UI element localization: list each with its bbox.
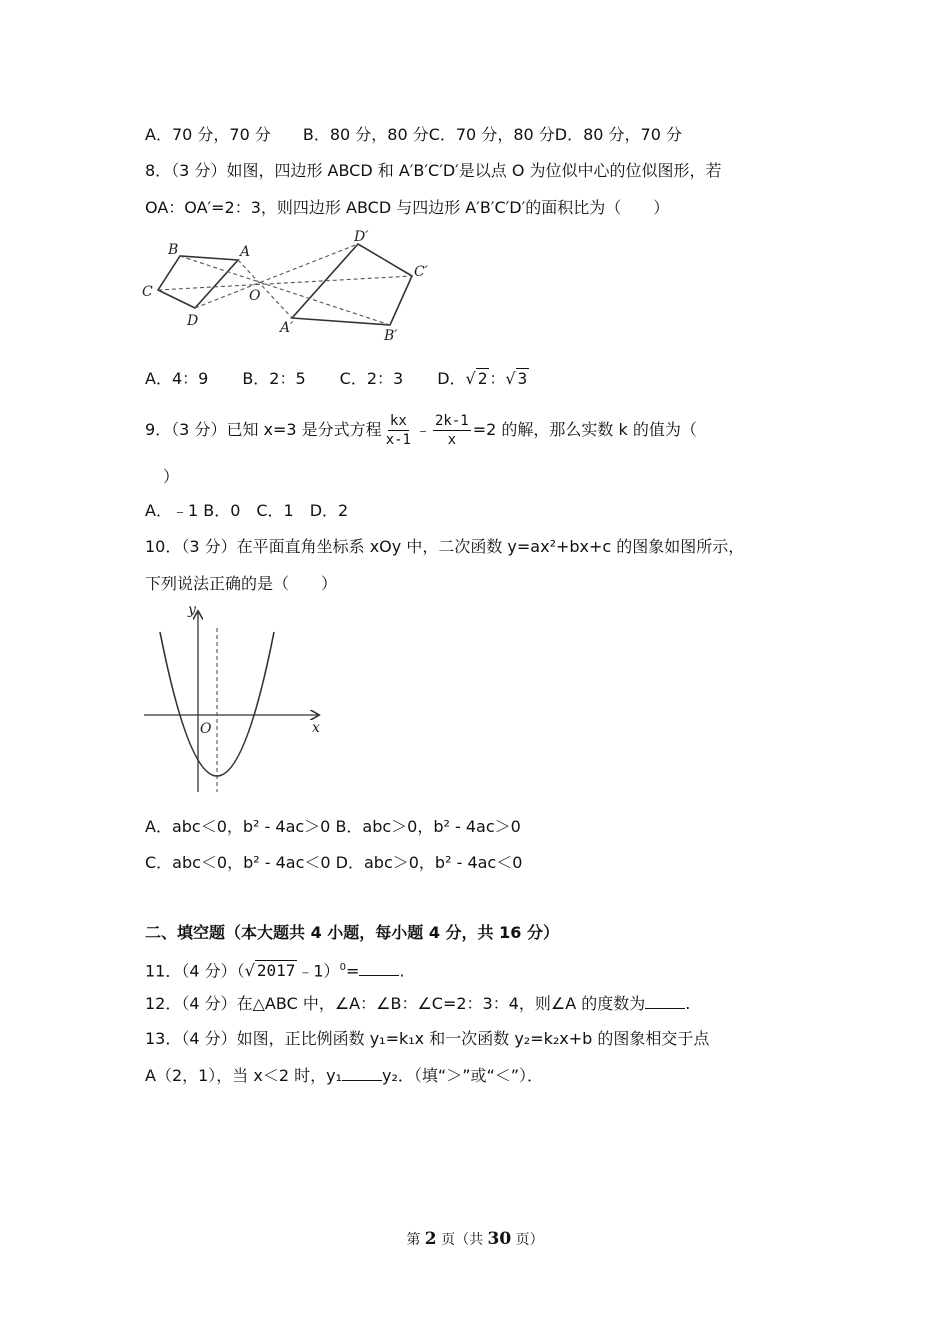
q11-mid: ﹣1） — [297, 961, 340, 981]
q11-suffix: = — [345, 961, 360, 981]
label-d-prime: D′ — [354, 229, 369, 245]
q12-end: . — [685, 994, 691, 1013]
q11-sqrt: √ 2017 — [244, 961, 296, 981]
q9-line1 — [145, 412, 697, 449]
q8-option-d-sep: ： — [489, 369, 506, 388]
label-c-prime: C′ — [414, 264, 428, 280]
q9-suffix: =2 的解，那么实数 k 的值为（ — [472, 420, 697, 439]
q8-options — [145, 367, 529, 391]
q10-line1: 10．（3 分）在平面直角坐标系 xOy 中，二次函数 y=ax²+bx+c 的图象如图所示， — [145, 537, 745, 556]
section2-title: 二、填空题（本大题共 4 小题，每小题 4 分，共 16 分） — [145, 923, 559, 942]
q8-option-d-prefix: D． — [437, 369, 466, 388]
q9-close: ） — [163, 467, 180, 486]
label-x: x — [312, 720, 320, 736]
q8-figure — [140, 228, 440, 346]
q9-fraction-2: $\frac{2k-1}{x}$ — [435, 413, 469, 448]
label-c: C — [142, 284, 153, 300]
q8-sqrt-2: √ 2 — [465, 369, 488, 388]
q8-option-c: C．2：3 — [339, 369, 404, 388]
footer-page-number: 2 — [424, 1229, 437, 1249]
quad-a2b2c2d2 — [292, 244, 412, 325]
q9-prefix: 9．（3 分）已知 x=3 是分式方程 — [145, 420, 382, 439]
q7-options: A．70 分，70 分 B．80 分，80 分C．70 分，80 分D．80 分，70 分 — [145, 125, 682, 144]
q11-prefix: 11．（4 分）（ — [145, 961, 245, 981]
q13-line2 — [145, 1064, 543, 1088]
label-a: A — [240, 244, 251, 260]
q13-line2b: y₂．（填“＞”或“＜”）． — [382, 1066, 544, 1085]
q11-end: . — [399, 961, 405, 981]
q12-text: 12．（4 分）在△ABC 中，∠A：∠B：∠C=2：3：4，则∠A 的度数为 — [145, 994, 646, 1013]
q10-options-cd: C．abc＜0，b² ‑ 4ac＜0 D．abc＞0，b² ‑ 4ac＜0 — [145, 853, 523, 872]
footer-total-pages: 30 — [487, 1229, 512, 1249]
q8-option-b: B．2：5 — [242, 369, 306, 388]
q11-exponent: 0 — [339, 962, 346, 973]
q8-line2: OA：OA′=2：3，则四边形 ABCD 与四边形 A′B′C′D′的面积比为（ ） — [145, 198, 670, 217]
q10-line2: 下列说法正确的是（ ） — [145, 574, 338, 593]
label-a-prime: A′ — [280, 320, 294, 336]
q13-line1: 13．（4 分）如图，正比例函数 y₁=k₁x 和一次函数 y₂=k₂x+b 的图象相交于点 — [145, 1029, 710, 1048]
q8-line1: 8．（3 分）如图，四边形 ABCD 和 A′B′C′D′是以点 O 为位似中心的位似图形，若 — [145, 161, 722, 180]
label-d: D — [187, 313, 199, 329]
dash-d-d2 — [195, 244, 358, 308]
dash-c-c2 — [158, 276, 412, 290]
label-y: y — [188, 602, 196, 618]
q10-figure — [140, 600, 330, 796]
q12-line — [145, 992, 690, 1016]
label-b: B — [168, 242, 179, 258]
label-origin: O — [200, 721, 212, 737]
q11-answer-blank[interactable] — [359, 959, 399, 976]
q9-options: A．﹣1 B．0 C．1 D．2 — [145, 501, 349, 520]
q10-options-ab: A．abc＜0，b² ‑ 4ac＞0 B．abc＞0，b² ‑ 4ac＞0 — [145, 817, 521, 836]
label-b-prime: B′ — [384, 328, 398, 344]
q8-option-a: A．4：9 — [145, 369, 209, 388]
page-footer — [0, 1229, 950, 1249]
q13-line2a: A（2，1），当 x＜2 时，y₁ — [145, 1066, 343, 1085]
q11-line — [145, 956, 404, 983]
q9-fraction-1: $\frac{kx}{x-1}$ — [385, 413, 411, 448]
q9-minus: ﹣ — [414, 420, 431, 439]
q8-sqrt-3: √ 3 — [505, 369, 528, 388]
q12-answer-blank[interactable] — [645, 992, 685, 1009]
label-o: O — [249, 288, 261, 304]
dash-a-a2 — [238, 260, 292, 318]
q13-answer-blank[interactable] — [342, 1064, 382, 1081]
footer-post: 页） — [515, 1232, 544, 1248]
footer-mid: 页（共 — [441, 1232, 484, 1248]
quad-abcd — [158, 256, 238, 308]
footer-pre: 第 — [406, 1232, 421, 1248]
